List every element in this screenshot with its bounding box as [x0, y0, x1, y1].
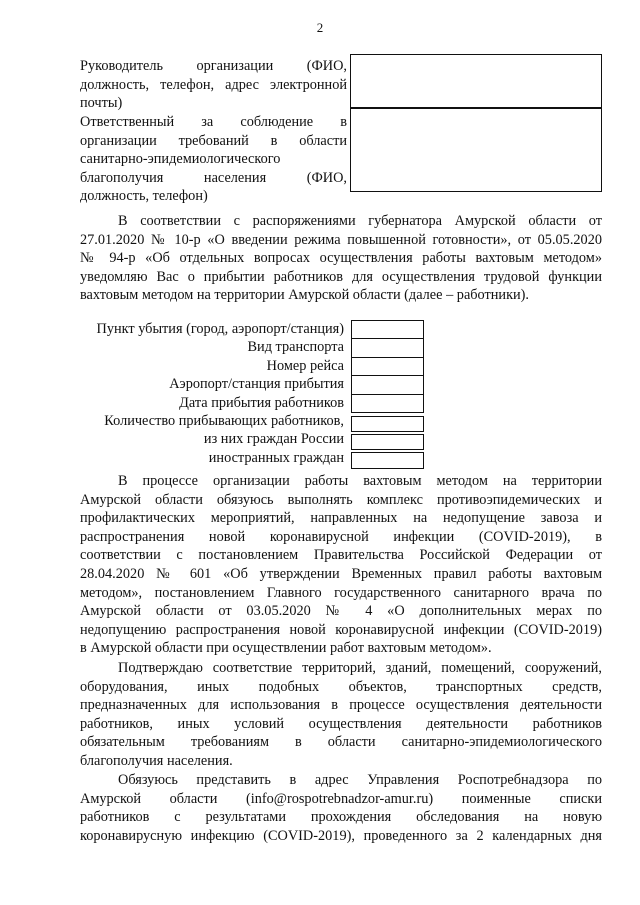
text-line: 27.01.2020 № 10-р «О введении режима повышенной готовности», от 05.05.2020	[80, 231, 602, 248]
manager-input-box[interactable]	[350, 54, 602, 109]
text-line: вахтовым методом на территории Амурской области (далее – работники).	[80, 287, 530, 304]
text-line: уведомляю Вас о прибытии работников для осуществления трудовой функции	[80, 268, 602, 285]
text-line: должность, телефон, адрес электронной	[80, 76, 347, 93]
text-line: предназначенных для использования в процессе осуществления деятельности	[80, 697, 602, 714]
transport-type-box[interactable]	[351, 338, 424, 357]
head-label-manager	[80, 57, 347, 113]
text-line: Амурской области обязуюсь выполнять комплекс противоэпидемических и	[80, 491, 602, 508]
text-line: Обязуюсь представить в адрес Управления Роспотребнадзора по	[118, 772, 602, 788]
page-number: 2	[316, 20, 324, 35]
trip-input-boxes	[351, 320, 424, 469]
text-line: Руководитель организации (ФИО,	[80, 58, 347, 74]
departure-point-box[interactable]	[351, 320, 424, 338]
reporting-paragraph	[80, 771, 602, 845]
trip-field-label: Номер рейса	[266, 357, 344, 374]
arrival-date-box[interactable]	[351, 394, 424, 413]
text-line: работников с результатами прохождения обследования на новую	[80, 809, 602, 826]
text-line: санитарно-эпидемиологического	[80, 151, 281, 168]
text-line: распространения новой коронавирусной инфекции (COVID-2019), в	[80, 528, 602, 545]
intro-paragraph	[80, 212, 602, 305]
text-line: В соответствии с распоряжениями губернатора Амурской области от	[118, 213, 602, 229]
flight-number-box[interactable]	[351, 357, 424, 375]
confirmation-paragraph	[80, 659, 602, 771]
text-line: Подтверждаю соответствие территорий, зданий, помещений, сооружений,	[118, 660, 602, 676]
text-line: почты)	[80, 95, 123, 112]
trip-field-labels	[76, 320, 344, 467]
text-line: 28.04.2020 № 601 «Об утверждении Временных правил работы вахтовым	[80, 565, 602, 582]
workers-count-box[interactable]	[351, 416, 424, 432]
text-line: работников, иных условий осуществления деятельности работников	[80, 715, 602, 732]
text-line: благополучия населения (ФИО,	[80, 169, 347, 186]
text-line: профилактических мероприятий, направленных на недопущение завоза и	[80, 510, 602, 527]
trip-field-label: Вид транспорта	[247, 339, 344, 356]
text-line: благополучия населения.	[80, 752, 233, 769]
text-line: оборудования, иных подобных объектов, транспортных средств,	[80, 678, 602, 695]
russian-citizens-box[interactable]	[351, 434, 424, 450]
text-line: должность, телефон)	[80, 188, 208, 205]
text-line: обязательным требованиям в области санитарно-эпидемиологического	[80, 734, 602, 751]
head-label-responsible	[80, 113, 347, 206]
text-line: № 94-р «Об отдельных вопросах осуществления работы вахтовым методом»	[80, 250, 602, 267]
text-line: недопущению распространения новой коронавирусной инфекции (COVID-2019)	[80, 621, 602, 638]
text-line: организации требований в области	[80, 132, 347, 149]
arrival-station-box[interactable]	[351, 375, 424, 394]
text-line: Ответственный за соблюдение в	[80, 114, 347, 130]
trip-field-label: Дата прибытия работников	[179, 394, 344, 411]
text-line: Амурской области (info@rospotrebnadzor-amur.ru) поименные списки	[80, 790, 602, 807]
responsible-input-box[interactable]	[350, 107, 602, 192]
trip-field-label: из них граждан России	[203, 431, 344, 448]
text-line: Амурской области от 03.05.2020 № 4 «О дополнительных мерах по	[80, 603, 602, 620]
trip-field-label: Аэропорт/станция прибытия	[169, 376, 344, 393]
obligations-paragraph	[80, 472, 602, 658]
trip-field-label: Пункт убытия (город, аэропорт/станция)	[96, 321, 344, 337]
text-line: В процессе организации работы вахтовым методом на территории	[118, 473, 602, 489]
text-line: в Амурской области при осуществлении работ вахтовым методом».	[80, 640, 492, 657]
text-line: соответствии с постановлением Правительства Российской Федерации от	[80, 547, 602, 564]
trip-field-label: Количество прибывающих работников,	[104, 413, 344, 430]
text-line: методом», постановлением Главного государственного санитарного врача по	[80, 584, 602, 601]
foreign-citizens-box[interactable]	[351, 452, 424, 469]
trip-field-label: иностранных граждан	[208, 449, 344, 466]
text-line: коронавирусную инфекцию (COVID-2019), проведенного за 2 календарных дня	[80, 827, 602, 844]
